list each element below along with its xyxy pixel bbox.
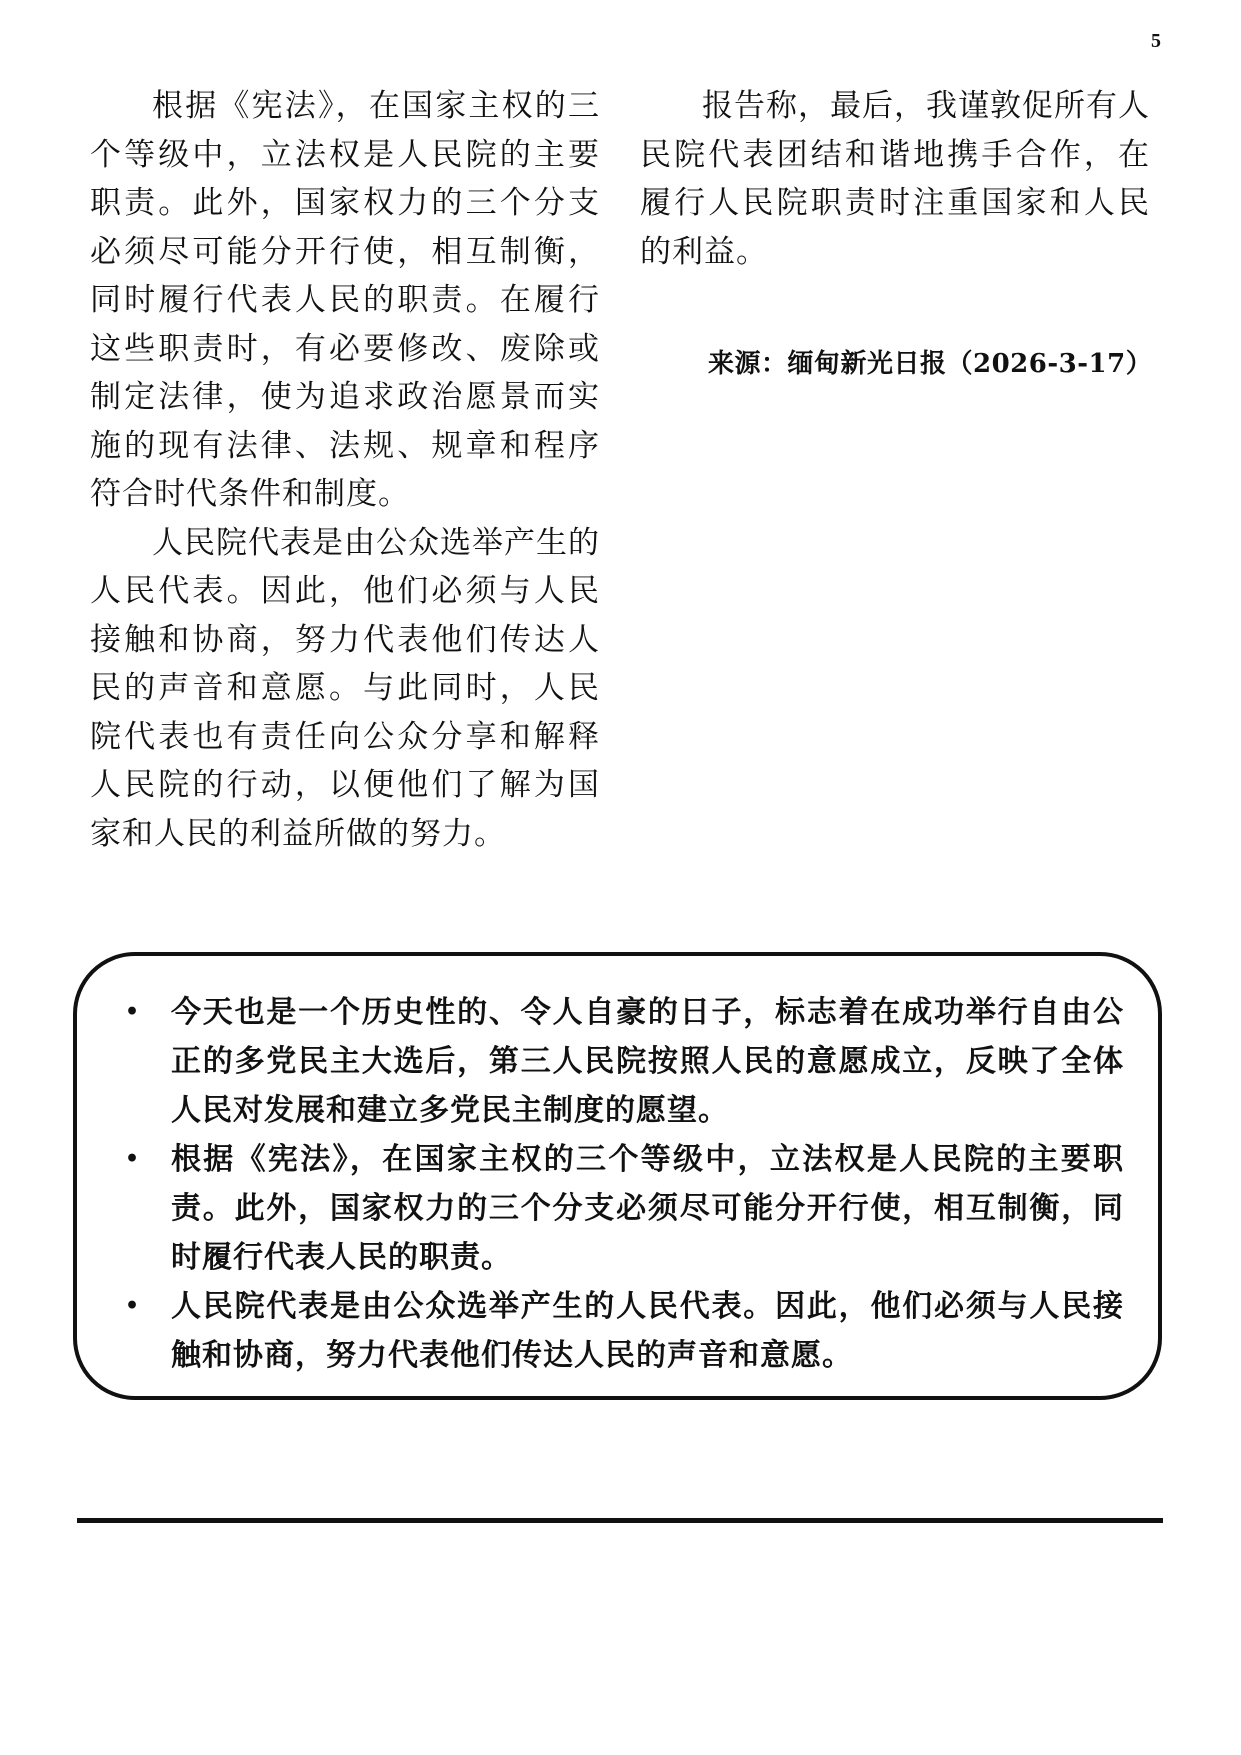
bottom-divider bbox=[77, 1518, 1163, 1523]
summary-item-text: 今天也是一个历史性的、令人自豪的日子，标志着在成功举行自由公正的多党民主大选后，第三人民院按照人民的意愿成立，反映了全体人民对发展和建立多党民主制度的愿望。 bbox=[171, 995, 1124, 1128]
summary-list bbox=[107, 988, 1124, 1380]
bullet-icon: • bbox=[125, 1146, 141, 1172]
summary-item bbox=[107, 988, 1124, 1135]
article-paragraph: 报告称，最后，我谨敦促所有人民院代表团结和谐地携手合作，在履行人民院职责时注重国家和人民的利益。 bbox=[640, 88, 1150, 270]
summary-box bbox=[73, 952, 1162, 1400]
article-paragraph: 根据《宪法》，在国家主权的三个等级中，立法权是人民院的主要职责。此外，国家权力的三个分支必须尽可能分开行使，相互制衡，同时履行代表人民的职责。在履行这些职责时，有必要修改、废除或制定法律，使为追求政治愿景而实施的现有法律、法规、规章和程序符合时代条件和制度。 bbox=[90, 88, 600, 512]
article-right-column bbox=[640, 82, 1150, 276]
article-left-column bbox=[90, 82, 600, 858]
summary-item bbox=[107, 1135, 1124, 1282]
article-source: 来源：缅甸新光日报（2026-3-17） bbox=[708, 349, 1153, 379]
bullet-icon: • bbox=[125, 999, 141, 1025]
summary-item bbox=[107, 1282, 1124, 1380]
bullet-icon: • bbox=[125, 1293, 141, 1319]
article-paragraph: 人民院代表是由公众选举产生的人民代表。因此，他们必须与人民接触和协商，努力代表他们传达人民的声音和意愿。与此同时，人民院代表也有责任向公众分享和解释人民院的行动，以便他们了解为国家和人民的利益所做的努力。 bbox=[90, 524, 600, 852]
page-number: 5 bbox=[1151, 30, 1161, 52]
summary-item-text: 人民院代表是由公众选举产生的人民代表。因此，他们必须与人民接触和协商，努力代表他们传达人民的声音和意愿。 bbox=[171, 1289, 1124, 1373]
summary-item-text: 根据《宪法》，在国家主权的三个等级中，立法权是人民院的主要职责。此外，国家权力的三个分支必须尽可能分开行使，相互制衡，同时履行代表人民的职责。 bbox=[171, 1142, 1124, 1275]
